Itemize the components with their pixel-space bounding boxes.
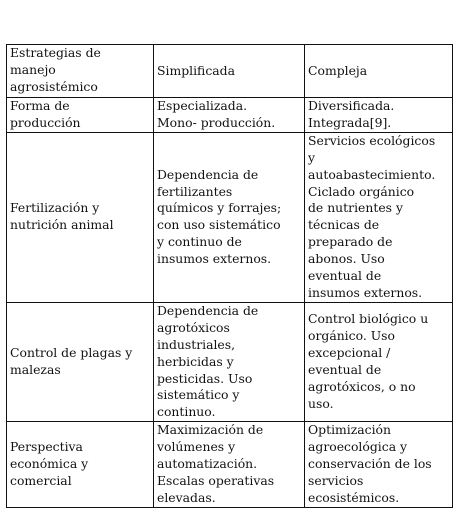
header-cell-simple	[154, 45, 305, 98]
row-label: Fertilización y nutrición animal	[10, 200, 114, 233]
simple-text: Dependencia de agrotóxicos industriales, herbicidas y pesticidas. Uso sistemático y continuo.	[157, 302, 259, 420]
simple-text: Especializada. Mono- producción.	[157, 98, 276, 130]
complex-text: Control biológico u orgánico. Uso excepcional / eventual de agrotóxicos, o no uso.	[308, 311, 429, 411]
simple-cell	[154, 302, 305, 421]
row-label-cell	[7, 98, 154, 133]
row-label-cell	[7, 302, 154, 421]
row-label-cell	[7, 422, 154, 508]
row-label-cell	[7, 132, 154, 302]
complex-cell	[305, 132, 453, 302]
row-label: Forma de producción	[10, 98, 81, 130]
table-header-row	[7, 45, 453, 98]
complex-cell	[305, 422, 453, 508]
table-row	[7, 98, 453, 133]
table-row	[7, 132, 453, 302]
simple-cell	[154, 422, 305, 508]
row-label: Control de plagas y malezas	[10, 345, 133, 378]
complex-text: Optimización agroecológica y conservación de los servicios ecosistémicos.	[308, 422, 432, 505]
complex-cell	[305, 98, 453, 133]
table-row	[7, 302, 453, 421]
complex-text: Servicios ecológicos y autoabastecimiento. Ciclado orgánico de nutrientes y técnicas de preparado de abonos. Uso eventual de insumos externos.	[308, 132, 436, 300]
header-label-complex: Compleja	[308, 62, 368, 78]
table-row	[7, 422, 453, 508]
header-label-strategy: Estrategias de manejo agrosistémico	[10, 45, 101, 94]
header-cell-complex	[305, 45, 453, 98]
simple-cell	[154, 98, 305, 133]
complex-text: Diversificada. Integrada[9].	[308, 98, 395, 130]
header-cell-strategy	[7, 45, 154, 98]
simple-text: Dependencia de fertilizantes químicos y forrajes; con uso sistemático y continuo de insumos externos.	[157, 166, 282, 267]
strategies-table-container	[6, 44, 452, 508]
simple-cell	[154, 132, 305, 302]
row-label: Perspectiva económica y comercial	[10, 439, 89, 488]
simple-text: Maximización de volúmenes y automatización. Escalas operativas elevadas.	[157, 422, 275, 505]
strategies-table	[6, 44, 453, 508]
header-label-simple: Simplificada	[157, 62, 235, 78]
complex-cell	[305, 302, 453, 421]
